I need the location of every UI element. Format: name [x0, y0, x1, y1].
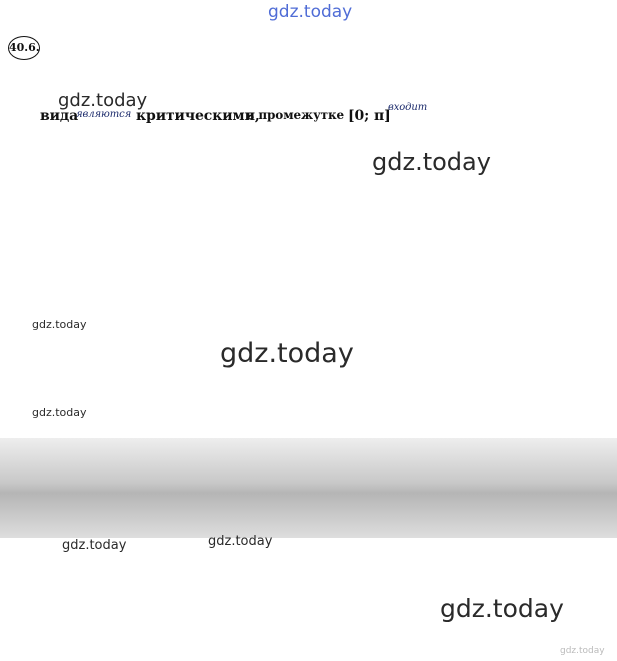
line-3-interval-label: в промежутке: [246, 108, 345, 122]
watermark-2: gdz.today: [372, 148, 491, 176]
problem-number: 40.6.: [8, 36, 40, 60]
line-3-vida: вида: [40, 108, 79, 124]
watermark-4: gdz.today: [220, 338, 354, 369]
watermark-1: gdz.today: [58, 90, 148, 111]
line-3-handwritten-1: являются: [76, 109, 132, 120]
scan-shadow-band: [0, 438, 617, 538]
watermark-6: gdz.today: [62, 538, 127, 553]
watermark-8: gdz.today: [440, 594, 564, 623]
solution-line-3: [0, 102, 617, 132]
line-3-critical: критическими,: [136, 108, 260, 124]
line-3-interval: [0; π]: [348, 108, 391, 124]
watermark-3: gdz.today: [32, 318, 87, 331]
watermark-top: gdz.today: [268, 2, 353, 22]
watermark-7: gdz.today: [208, 534, 273, 549]
watermark-5: gdz.today: [32, 406, 87, 419]
watermark-9: gdz.today: [560, 646, 605, 656]
line-3-handwritten-2: входит: [388, 102, 428, 113]
